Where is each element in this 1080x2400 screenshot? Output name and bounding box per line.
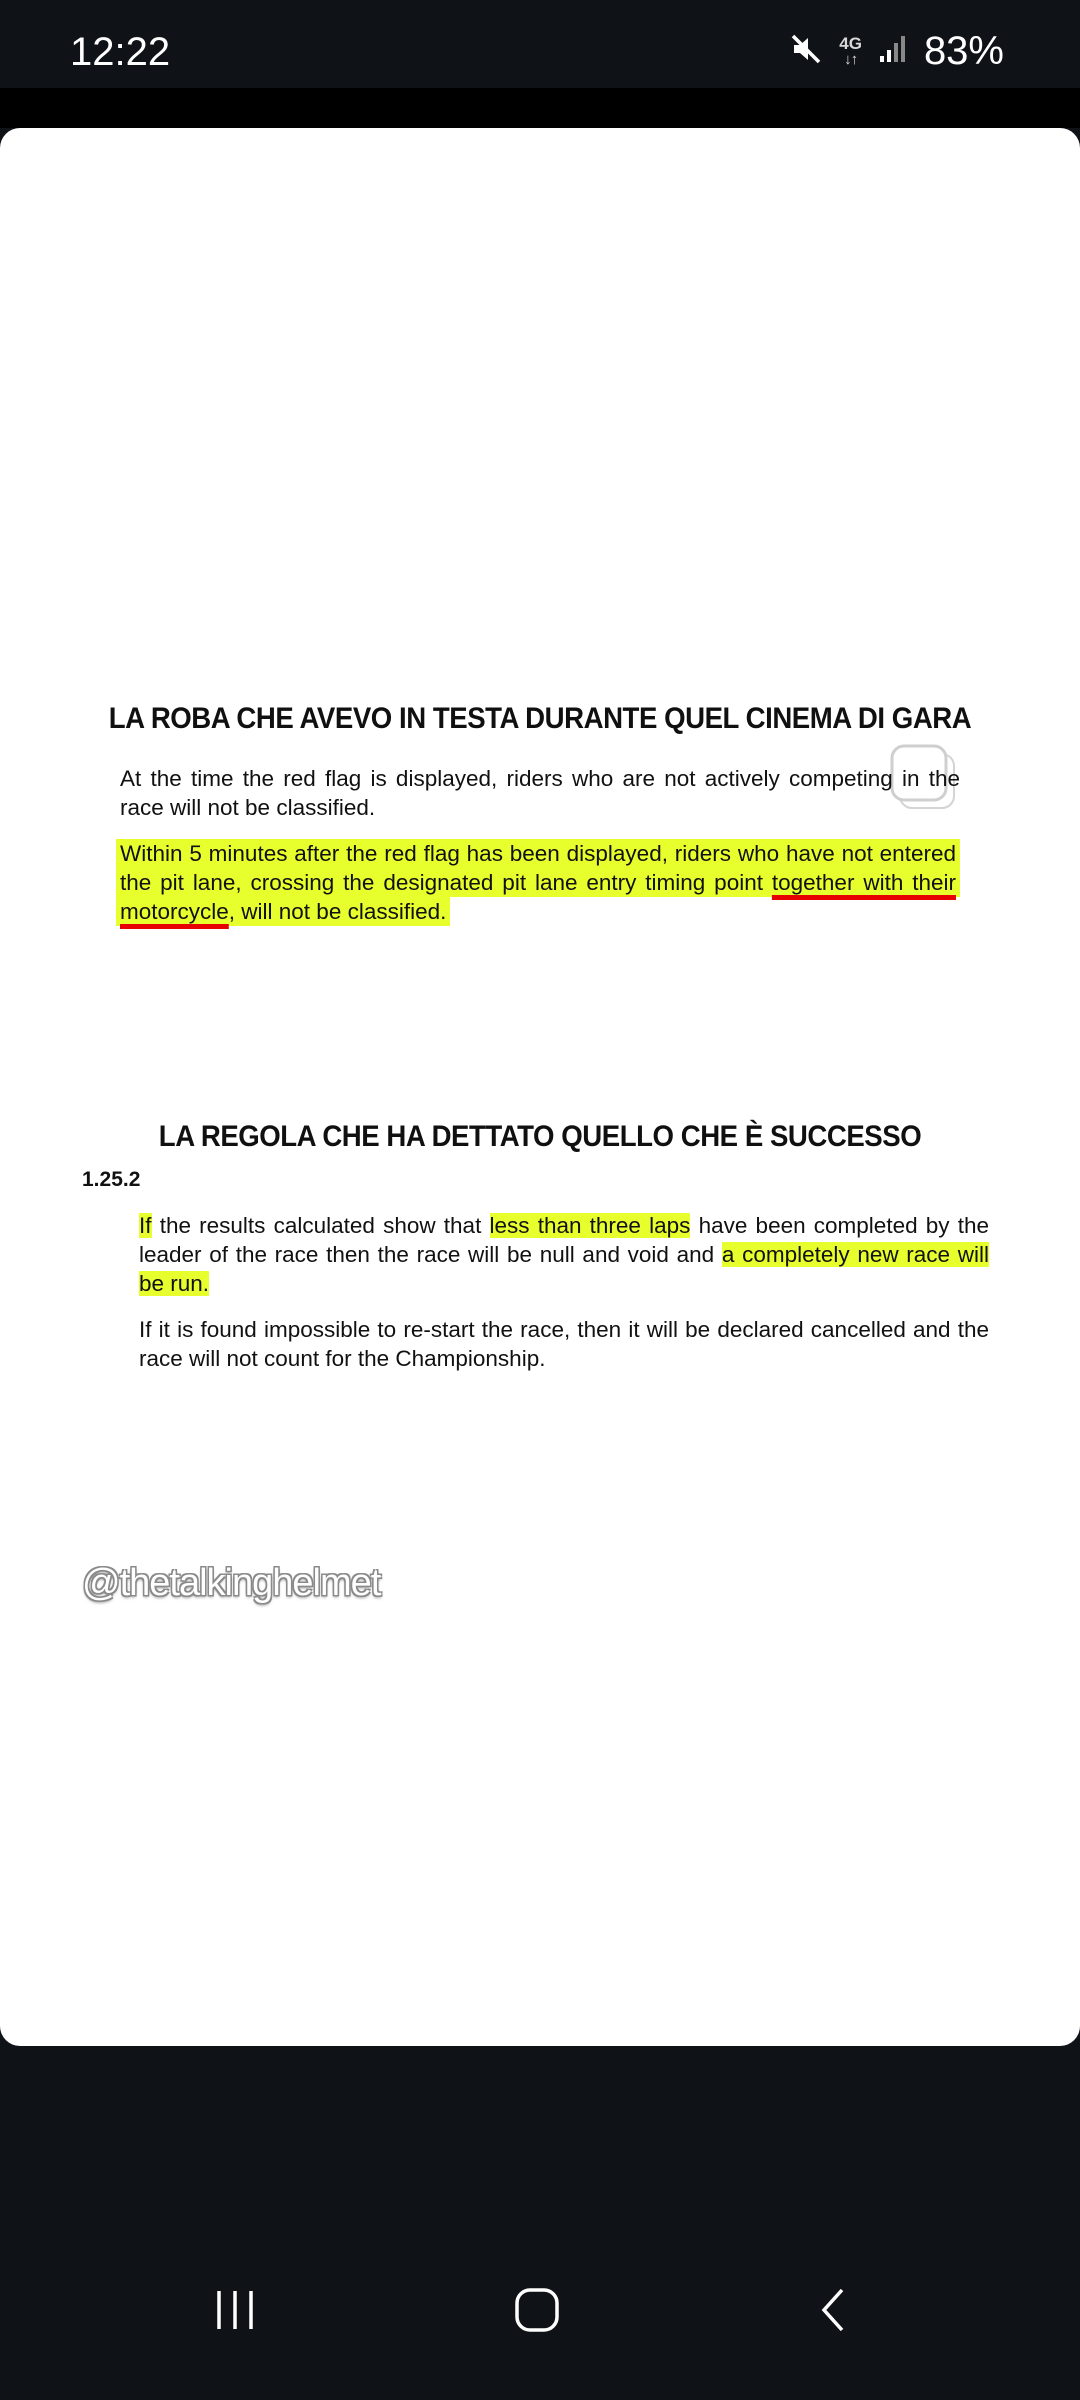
- highlight: Within 5 minutes after the red flag has been displayed, riders who have not entered the pit lane, crossing the designated pit lane entry timing point together with their motorcycle, will not be classified.: [116, 839, 960, 926]
- underlined-phrase: together with their motorcycle: [120, 870, 956, 924]
- paragraph-red-flag: At the time the red flag is displayed, riders who are not actively competing in the race will not be classified.: [120, 766, 960, 820]
- recent-apps-button[interactable]: [200, 2280, 270, 2340]
- signal-icon: [878, 34, 908, 69]
- paragraph-cancelled: If it is found impossible to re-start the race, then it will be declared cancelled and the race will not count for the Championship.: [139, 1317, 989, 1371]
- paragraph-laps: If the results calculated show that less than three laps have been completed by the leader of the race then the race will be null and void and a completely new race will be run.: [139, 1213, 989, 1296]
- back-button[interactable]: [800, 2280, 870, 2340]
- home-button[interactable]: [502, 2280, 572, 2340]
- top-band: [0, 88, 1080, 128]
- highlight-if: If: [139, 1213, 152, 1238]
- section-number: 1.25.2: [82, 1168, 141, 1191]
- heading-2: LA REGOLA CHE HA DETTATO QUELLO CHE È SUCCESSO: [158, 1120, 922, 1153]
- navigation-bar: [0, 2046, 1080, 2400]
- heading-1: LA ROBA CHE AVEVO IN TESTA DURANTE QUEL CINEMA DI GARA: [108, 702, 972, 735]
- highlight-laps: less than three laps: [489, 1213, 691, 1238]
- watermark: @thetalkinghelmet: [82, 1562, 381, 1604]
- highlight-new-race: a completely new race will be run.: [139, 1242, 989, 1296]
- status-bar: [0, 0, 1080, 88]
- image-viewer-card[interactable]: [0, 128, 1080, 2046]
- paragraph-pit-lane: [120, 839, 960, 926]
- clock: 12:22: [70, 30, 171, 74]
- battery-level: 83%: [923, 28, 1004, 73]
- network-4g-icon: 4G ↓↑: [839, 34, 862, 68]
- status-icons: [789, 28, 1004, 74]
- mute-icon: [789, 32, 823, 71]
